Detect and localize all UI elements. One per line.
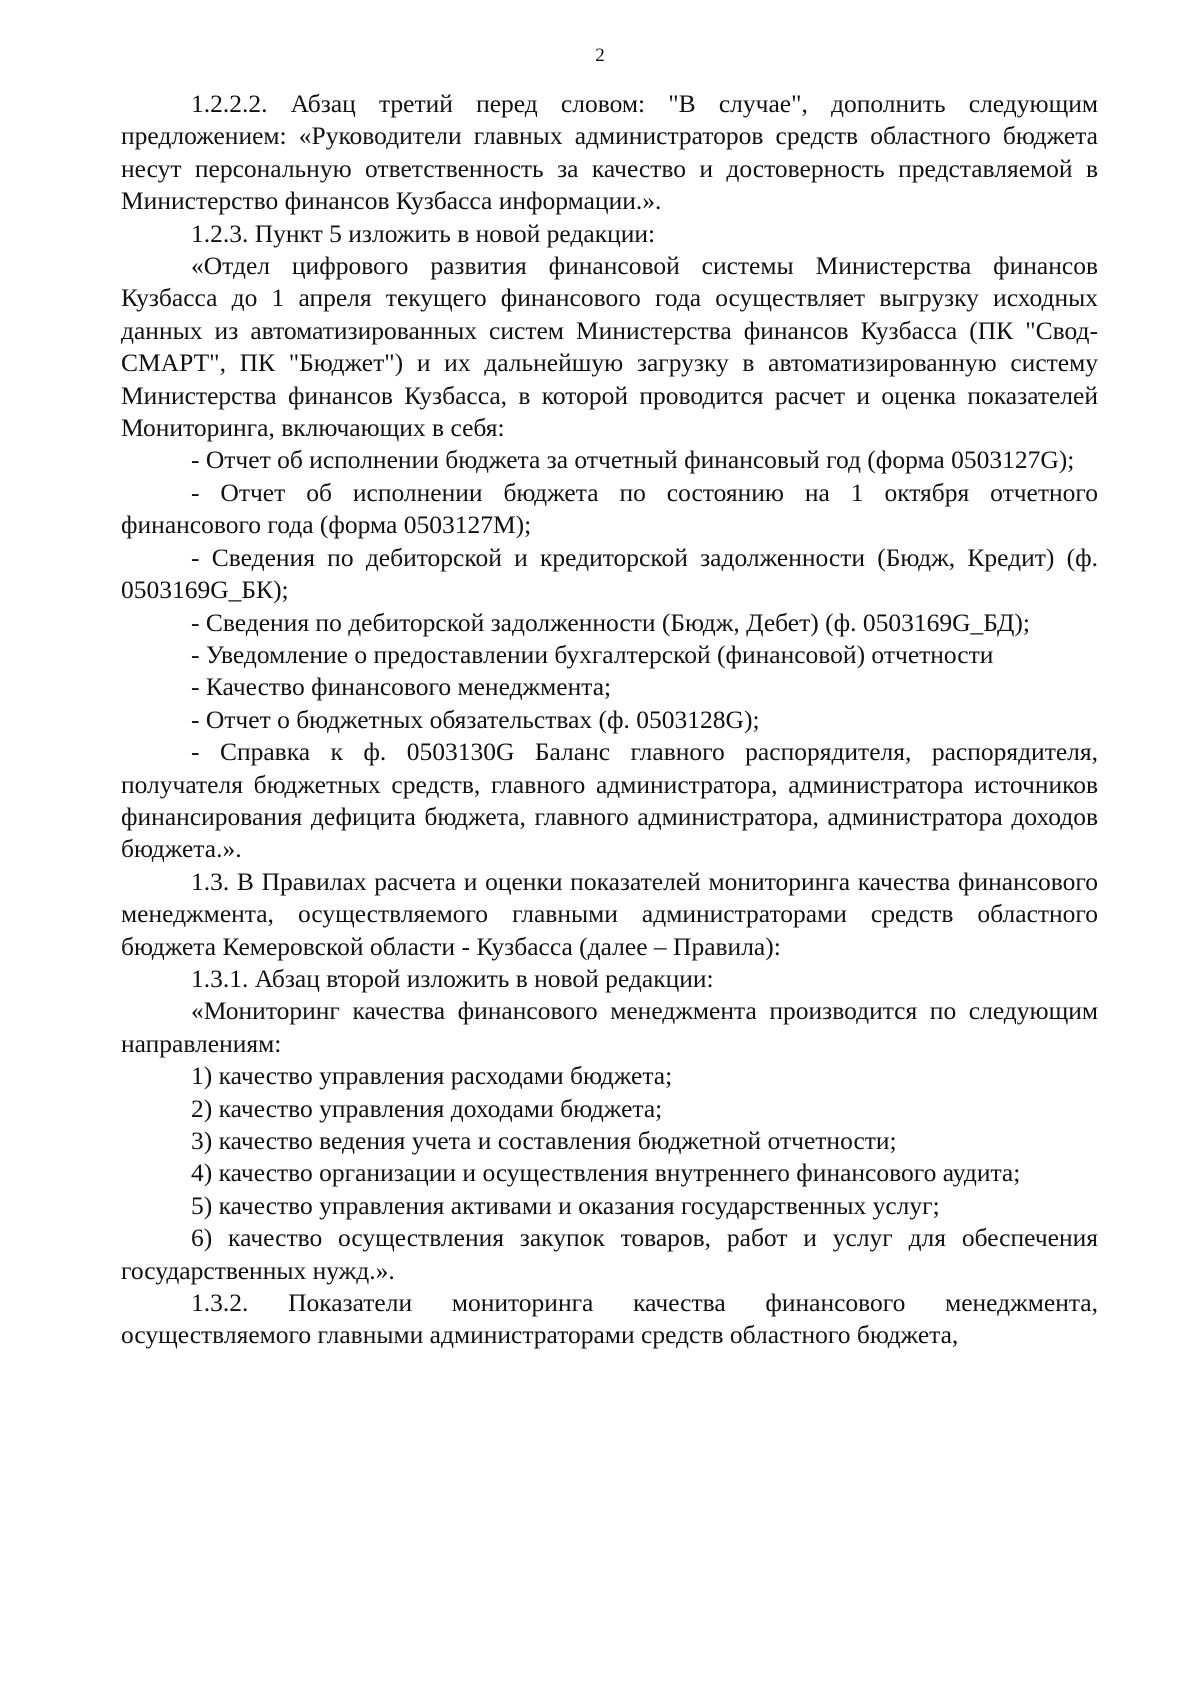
list-item-report-0503130g: - Справка к ф. 0503130G Баланс главного распорядителя, распорядителя, получателя бюджетных средств, главного администратора, администратора источников финансирования дефицита бюджета, главного администратора, администратора доходов бюджета.». — [121, 737, 1098, 864]
list-item-report-0503169g-bk: - Сведения по дебиторской и кредиторской задолженности (Бюдж, Кредит) (ф. 0503169G_БК); — [121, 542, 1098, 605]
list-item-direction-5: 5) качество управления активами и оказания государственных услуг; — [191, 1190, 940, 1220]
paragraph-point-5-text: «Отдел цифрового развития финансовой системы Министерства финансов Кузбасса до 1 апреля текущего финансового года осуществляет выгрузку исходных данных из автоматизированных систем Министерства финансов Кузбасса (ПК "Свод-СМАРТ", ПК "Бюджет") и их дальнейшую загрузку в автоматизированную систему Министерства финансов Кузбасса, в которой проводится расчет и оценка показателей Мониторинга, включающих в себя: — [121, 251, 1098, 443]
list-item-direction-1: 1) качество управления расходами бюджета; — [191, 1061, 673, 1091]
page-number: 2 — [595, 45, 605, 66]
paragraph-1-2-3: 1.2.3. Пункт 5 изложить в новой редакции: — [191, 218, 656, 248]
list-item-notification: - Уведомление о предоставлении бухгалтерской (финансовой) отчетности — [191, 639, 994, 669]
list-item-report-0503127g: - Отчет об исполнении бюджета за отчетный финансовый год (форма 0503127G); — [191, 445, 1075, 475]
list-item-direction-4: 4) качество организации и осуществления внутреннего финансового аудита; — [191, 1158, 1021, 1188]
list-item-report-0503169g-bd: - Сведения по дебиторской задолженности (Бюдж, Дебет) (ф. 0503169G_БД); — [191, 607, 1030, 637]
paragraph-1-3-1: 1.3.1. Абзац второй изложить в новой редакции: — [191, 963, 714, 993]
paragraph-1-3: 1.3. В Правилах расчета и оценки показателей мониторинга качества финансового менеджмента, осуществляемого главными администраторами средств областного бюджета Кемеровской области - Кузбасса (далее – Правила): — [121, 866, 1098, 961]
paragraph-1-3-2: 1.3.2. Показатели мониторинга качества финансового менеджмента, осуществляемого главными администраторами средств областного бюджета, — [121, 1288, 1098, 1350]
document-body — [121, 88, 1098, 1352]
list-item-report-0503127m: - Отчет об исполнении бюджета по состоянию на 1 октября отчетного финансового года (форма 0503127M); — [121, 477, 1098, 540]
list-item-report-0503128g: - Отчет о бюджетных обязательствах (ф. 0503128G); — [191, 704, 760, 734]
list-item-financial-management: - Качество финансового менеджмента; — [191, 672, 612, 702]
list-item-direction-3: 3) качество ведения учета и составления бюджетной отчетности; — [191, 1126, 897, 1155]
paragraph-monitoring-directions: «Мониторинг качества финансового менеджмента производится по следующим направлениям: — [121, 996, 1098, 1058]
list-item-direction-2: 2) качество управления доходами бюджета; — [191, 1093, 663, 1123]
paragraph-1-2-2-2: 1.2.2.2. Абзац третий перед словом: "В случае", дополнить следующим предложением: «Руководители главных администраторов средств областного бюджета несут персональную ответственность за качество и достоверность представляемой в Министерство финансов Кузбасса информации.». — [121, 89, 1098, 216]
list-item-direction-6: 6) качество осуществления закупок товаров, работ и услуг для обеспечения государственных нужд.». — [121, 1223, 1098, 1285]
